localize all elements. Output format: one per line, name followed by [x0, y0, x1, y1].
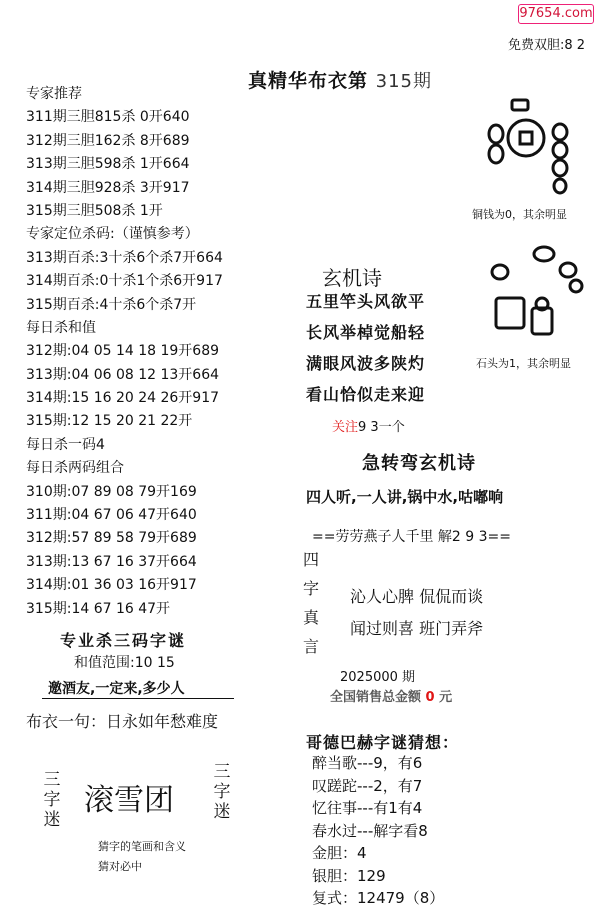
goethe-line: 复式：12479（8）: [312, 889, 445, 907]
sales-label: 全国销售总金额: [330, 690, 422, 705]
follow-line: [332, 416, 405, 435]
side-char: 迷: [213, 802, 231, 822]
turn-title: 急转弯玄机诗: [362, 453, 476, 474]
free-double-text: 免费双胆:8 2: [508, 38, 586, 53]
list-line: 313期:13 67 16 37开664: [26, 553, 197, 570]
coin-caption: 铜钱为0，其余明显: [472, 208, 567, 221]
label-char: 言: [303, 637, 320, 656]
side-label-left: [42, 770, 62, 830]
buyi-sentence: 布衣一句：日永如年愁难度: [26, 712, 219, 731]
list-line: 314期三胆928杀 3开917: [26, 179, 190, 196]
list-line: 310期:07 89 08 79开169: [26, 483, 197, 500]
side-char: 迷: [43, 810, 61, 830]
poem-line: 五里竿头风欲平: [306, 292, 426, 311]
divider: [42, 698, 234, 699]
sales-unit: 元: [439, 690, 453, 705]
riddle-text: 四人听,一人讲,锅中水,咕嘟响: [306, 488, 504, 506]
goethe-line: 金胆：4: [312, 844, 367, 862]
list-line: 每日杀两码组合: [26, 460, 124, 477]
follow-value: 9 3一个: [358, 420, 405, 435]
list-line: 313期三胆598杀 1开664: [26, 156, 190, 173]
side-char: 字: [43, 790, 61, 810]
riddle-word: 滚雪团: [84, 783, 174, 818]
side-label-right: [212, 762, 232, 822]
follow-label: 关注: [332, 420, 359, 435]
four-char-label: [303, 545, 323, 661]
sum-range: 和值范围:10 15: [74, 655, 175, 671]
side-char: 三: [213, 762, 231, 782]
goethe-line: 春水过---解字看8: [312, 821, 428, 840]
list-line: 313期百杀:3十杀6个杀7开664: [26, 249, 223, 266]
site-badge[interactable]: 97654.com: [518, 4, 594, 24]
poem-line: 看山恰似走来迎: [306, 385, 426, 404]
list-line: 314期百杀:0十杀1个杀6开917: [26, 273, 223, 290]
idiom-line: 闻过则喜 班门弄斧: [350, 619, 484, 638]
goethe-title: 哥德巴赫字谜猜想：: [306, 733, 460, 752]
list-line: 314期:01 36 03 16开917: [26, 577, 197, 594]
poem-line: 长风举棹觉船轻: [306, 323, 426, 342]
list-line: 313期:04 06 08 12 13开664: [26, 366, 220, 383]
list-line: 每日杀一码4: [26, 436, 105, 453]
goethe-line: 银胆：129: [312, 866, 386, 885]
list-line: 311期三胆815杀 0开640: [26, 109, 190, 126]
list-line: 315期:12 15 20 21 22开: [26, 413, 193, 430]
label-char: 真: [303, 608, 320, 627]
goethe-list: [312, 752, 444, 910]
eq-line: ==劳劳燕子人千里 解2 9 3==: [312, 529, 511, 545]
list-line: 314期:15 16 20 24 26开917: [26, 390, 220, 407]
label-char: 四: [303, 550, 320, 569]
list-line: 315期百杀:4十杀6个杀7开: [26, 296, 197, 313]
idiom-line: 沁人心脾 侃侃而谈: [350, 587, 484, 606]
side-char: 字: [213, 782, 231, 802]
sales-value: 0: [425, 690, 435, 705]
list-line: 312期:04 05 14 18 19开689: [26, 343, 220, 360]
invite-text: 邀酒友,一定来,多少人: [48, 681, 185, 697]
hint-text: 猜字的笔画和含义: [98, 840, 186, 853]
poem-title: 玄机诗: [322, 266, 382, 290]
list-line: 312期:57 89 58 79开689: [26, 530, 197, 547]
list-line: 312期三胆162杀 8开689: [26, 132, 190, 149]
list-line: 315期三胆508杀 1开: [26, 202, 163, 219]
list-line: 315期:14 67 16 47开: [26, 600, 171, 617]
stone-illustration: [482, 242, 590, 352]
goethe-line: 忆往事---有1有4: [312, 799, 423, 817]
pro-title: 专业杀三码字谜: [60, 631, 187, 650]
list-line: 专家定位杀码:（谨慎参考）: [26, 226, 199, 243]
goethe-line: 叹蹉跎---2，有7: [312, 776, 423, 795]
goethe-line: 醉当歌---9，有6: [312, 754, 423, 772]
title-main: 真精华布衣第: [248, 70, 369, 92]
list-line: 311期:04 67 06 47开640: [26, 507, 197, 524]
list-line: 专家推荐: [26, 86, 82, 102]
title-issue: 315期: [375, 71, 432, 92]
sales-line: [330, 686, 452, 705]
poem-line: 满眼风波多陕灼: [306, 354, 426, 373]
label-char: 字: [303, 579, 320, 598]
expert-list: [26, 83, 296, 621]
side-char: 三: [43, 770, 61, 790]
hint-text: 猜对必中: [98, 860, 142, 873]
poem: [306, 286, 466, 410]
coin-illustration: [478, 94, 588, 204]
period-text: 2025000 期: [340, 670, 416, 685]
list-line: 每日杀和值: [26, 319, 96, 336]
stone-caption: 石头为1，其余明显: [476, 357, 571, 370]
